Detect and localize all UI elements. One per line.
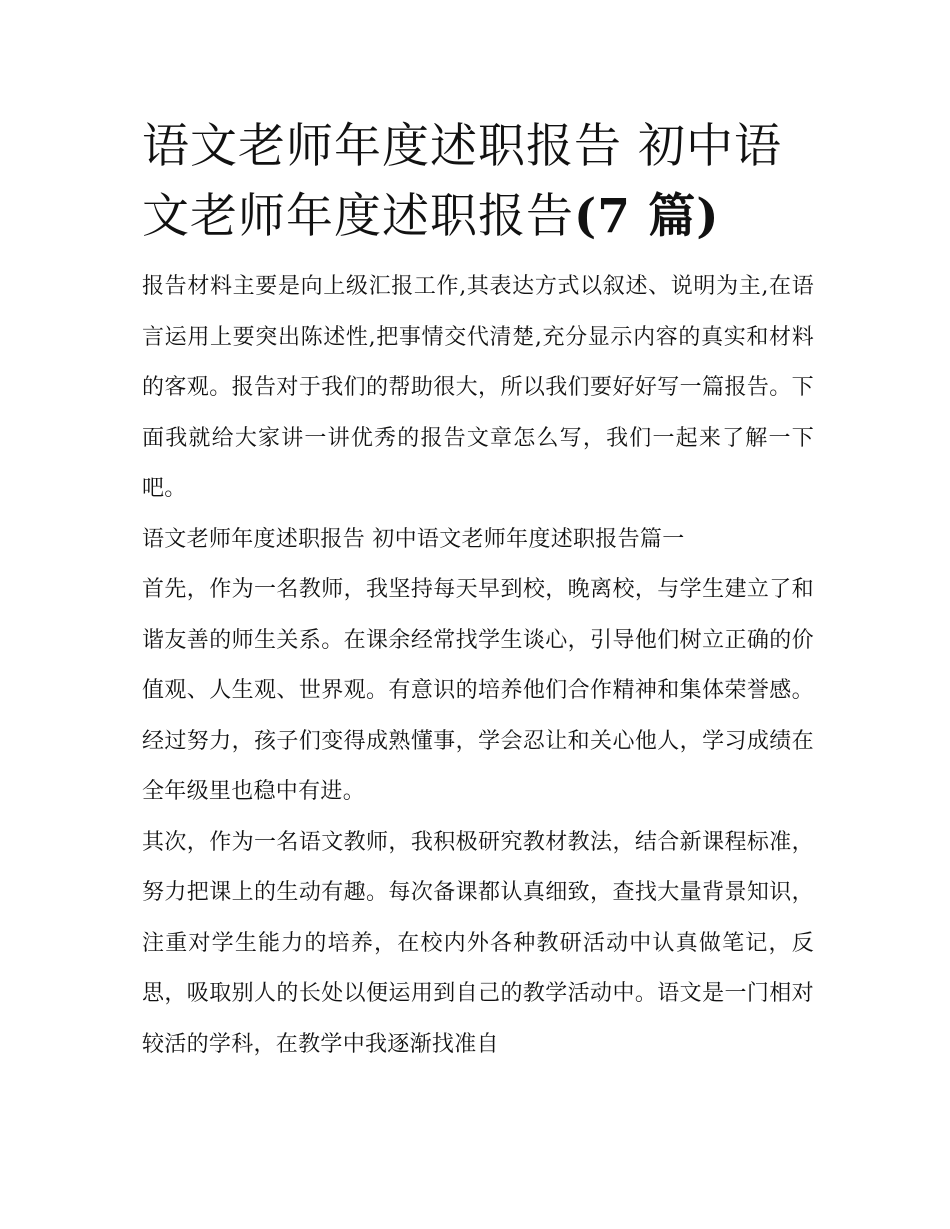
title-spacer — [142, 252, 814, 262]
document-body — [142, 112, 814, 1070]
title-count-text: (7 篇) — [574, 189, 720, 244]
title-main-text: 语文老师年度述职报告 初中语文老师年度述职报告 — [142, 119, 782, 244]
intro-paragraph: 报告材料主要是向上级汇报工作,其表达方式以叙述、说明为主,在语言运用上要突出陈述性,把事情交代清楚,充分显示内容的真实和材料的客观。报告对于我们的帮助很大，所以我们要好好写一篇报告。下面我就给大家讲一讲优秀的报告文章怎么写，我们一起来了解一下吧。 — [142, 274, 814, 501]
document-title — [142, 112, 814, 252]
section-heading: 语文老师年度述职报告 初中语文老师年度述职报告篇一 — [142, 526, 685, 552]
body-paragraph-2: 其次，作为一名语文教师，我积极研究教材教法，结合新课程标准，努力把课上的生动有趣。每次备课都认真细致，查找大量背景知识，注重对学生能力的培养，在校内外各种教研活动中认真做笔记，反思，吸取别人的长处以便运用到自己的教学活动中。语文是一门相对较活的学科，在教学中我逐渐找准自 — [142, 829, 814, 1057]
body-paragraph-1: 首先，作为一名教师，我坚持每天早到校，晚离校，与学生建立了和谐友善的师生关系。在课余经常找学生谈心，引导他们树立正确的价值观、人生观、世界观。有意识的培养他们合作精神和集体荣誉感。经过努力，孩子们变得成熟懂事，学会忍让和关心他人，学习成绩在全年级里也稳中有进。 — [142, 577, 814, 804]
